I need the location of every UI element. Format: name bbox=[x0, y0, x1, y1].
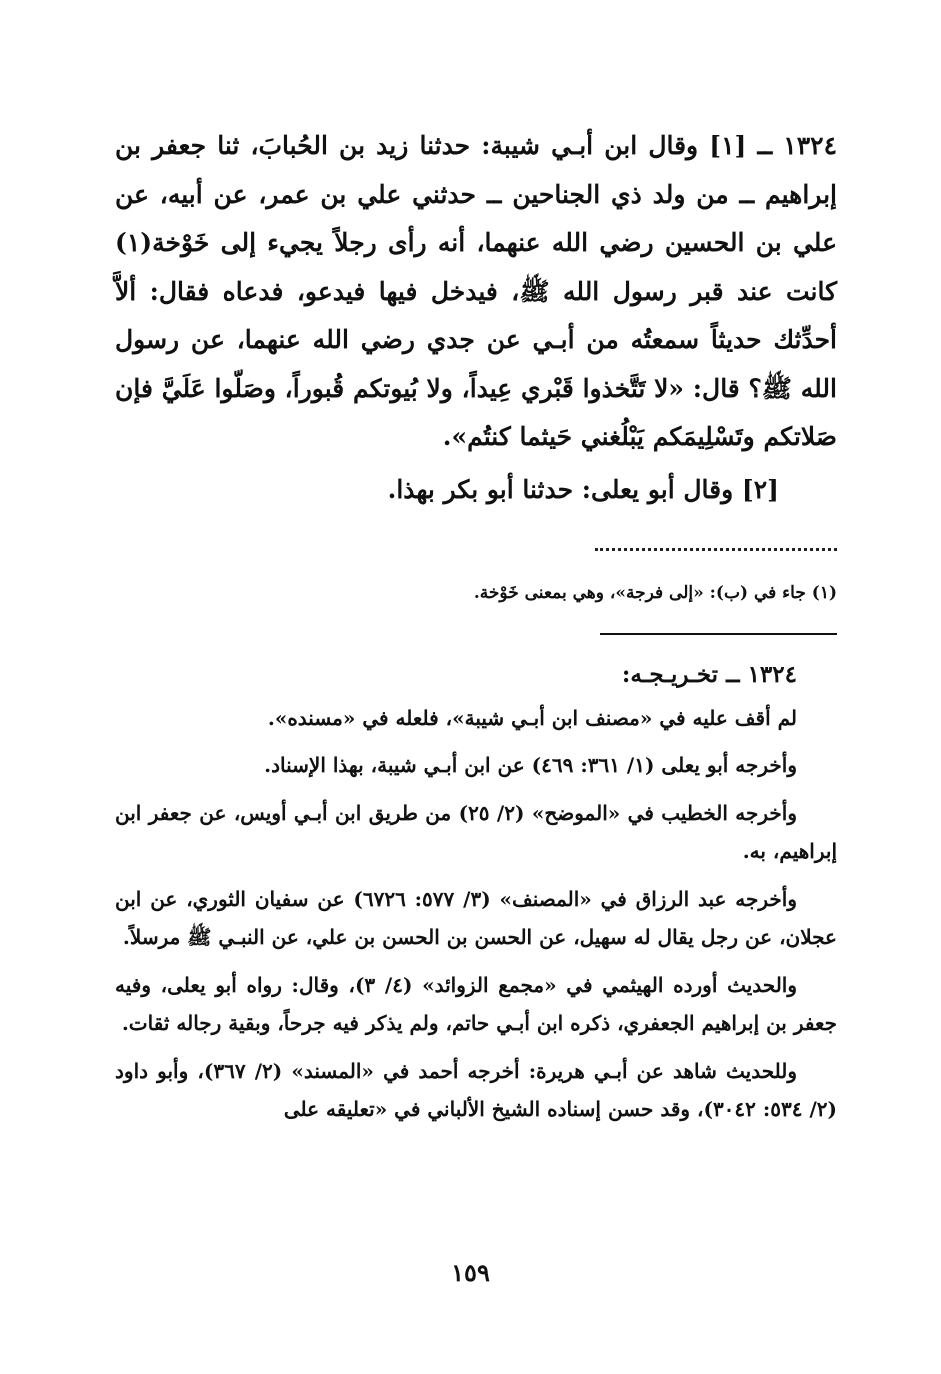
hadith-text-block bbox=[115, 122, 837, 514]
takhrij-paragraph: وللحديث شاهد عن أبـي هريرة: أخرجه أحمد في «المسند» (٢/ ٣٦٧)، وأبو داود (٢/ ٥٣٤: ٣٠٤٢)، وقد حسن إسناده الشيخ الألباني في «تعليقه على bbox=[115, 1058, 837, 1121]
page-number: ١٥٩ bbox=[451, 1258, 490, 1287]
takhrij-paragraph: والحديث أورده الهيثمي في «مجمع الزوائد» (٤/ ٣)، وقال: رواه أبو يعلى، وفيه جعفر بن إبراهيم الجعفري، ذكره ابن أبـي حاتم، ولم يذكر فيه جرحاً، وبقية رجاله ثقات. bbox=[115, 972, 837, 1035]
hadith-second-chain: [٢] وقال أبو يعلى: حدثنا أبو بكر بهذا. bbox=[387, 474, 779, 504]
takhrij-heading: ١٣٢٤ ــ تخـريـجـه: bbox=[621, 661, 797, 688]
takhrij-paragraph: وأخرجه عبد الرزاق في «المصنف» (٣/ ٥٧٧: ٦٧٢٦) عن سفيان الثوري، عن ابن عجلان، عن رجل يقال له سهيل، عن الحسن بن الحسن بن علي، عن النبـي ﷺ مرسلاً. bbox=[115, 886, 837, 949]
takhrij-paragraph: وأخرجه الخطيب في «الموضح» (٢/ ٢٥) من طريق ابن أبـي أويس، عن جعفر ابن إبراهيم، به. bbox=[115, 800, 837, 863]
footnote-separator-dots bbox=[595, 548, 837, 557]
footnote: (١) جاء في (ب): «إلى فرجة»، وهي بمعنى خَوْخة. bbox=[473, 583, 837, 603]
section-divider-rule bbox=[600, 633, 837, 635]
takhrij-paragraph: لم أقف عليه في «مصنف ابن أبـي شيبة»، فلعله في «مسنده». bbox=[267, 705, 797, 730]
hadith-paragraph: ١٣٢٤ ــ [١] وقال ابن أبـي شيبة: حدثنا زيد بن الحُبابَ، ثنا جعفر بن إبراهيم ــ من ولد ذي الجناحين ــ حدثني علي بن عمر، عن أبيه، عن علي بن الحسين رضي الله عنهما، أنه رأى رجلاً يجيء إلى خَوْخة(١) كانت عند قبر رسول الله ﷺ، فيدخل فيها فيدعو، فدعاه فقال: ألاَّ أحدِّثك حديثاً سمعتُه من أبـي عن جدي رضي الله عنهما، عن رسول الله ﷺ؟ قال: «لا تَتَّخذوا قَبْري عِيداً، ولا بُيوتكم قُبوراً، وصَلّوا عَلَيَّ فإن صَلاتكم وتَسْلِيمَكم يَبْلُغني حَيثما كنتُم». bbox=[115, 131, 837, 451]
takhrij-section bbox=[115, 656, 837, 1138]
takhrij-paragraph: وأخرجه أبو يعلى (١/ ٣٦١: ٤٦٩) عن ابن أبـي شيبة، بهذا الإسناد. bbox=[264, 753, 797, 777]
